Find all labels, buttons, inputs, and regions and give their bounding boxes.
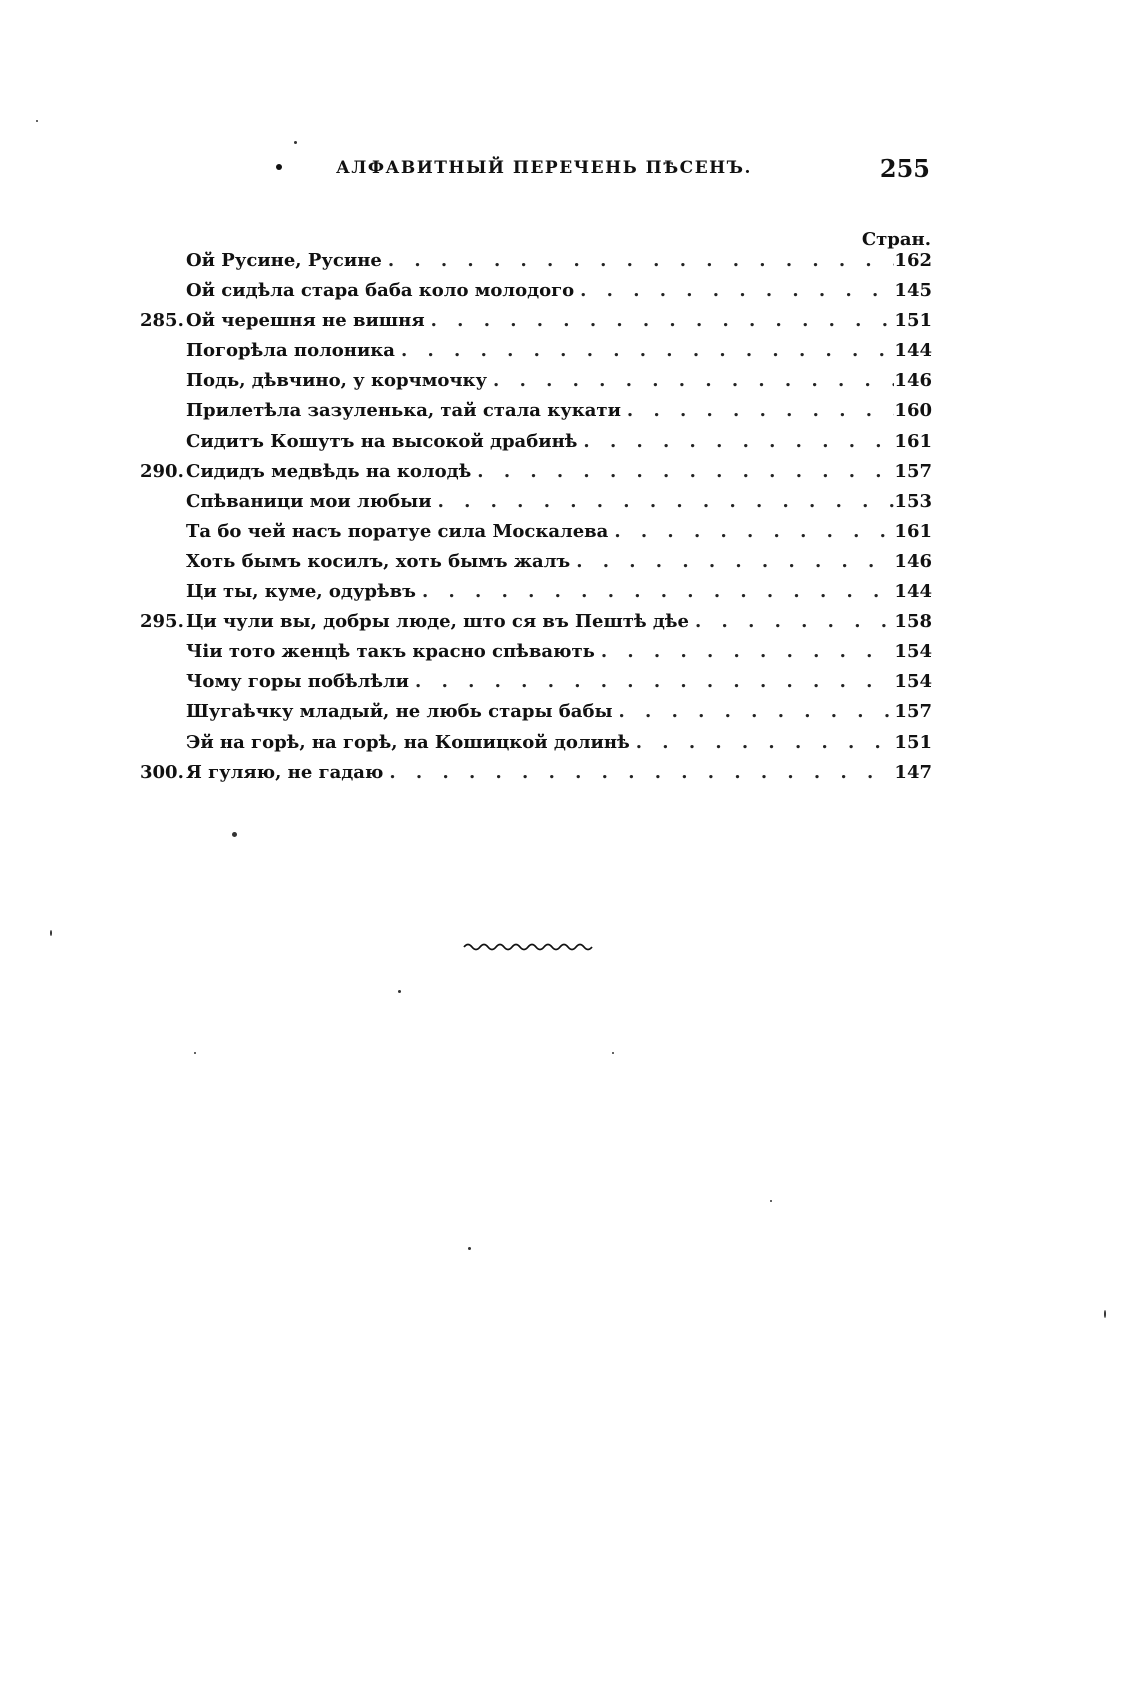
scan-speck [50, 930, 52, 936]
entry-number: 295. [140, 611, 184, 633]
entry-page: 157 [894, 701, 932, 723]
entry-title: Погорѣла полоника [186, 340, 395, 362]
dot-leader [415, 667, 894, 697]
index-entry [140, 427, 932, 457]
index-entry [140, 517, 932, 547]
wavy-rule-ornament [462, 940, 594, 954]
entry-page: 161 [894, 520, 932, 542]
entry-page: 158 [894, 611, 932, 633]
entry-page: 151 [894, 310, 932, 332]
entry-title: Сидитъ Кошутъ на высокой драбинѣ [186, 430, 578, 452]
dot-leader [695, 607, 894, 637]
entry-title: Та бо чей насъ поратуе сила Москалева [186, 520, 609, 542]
scan-speck [468, 1247, 471, 1250]
dot-leader [636, 728, 894, 758]
index-entry [140, 637, 932, 667]
scan-speck [294, 141, 297, 144]
header-bullet [276, 164, 282, 170]
dot-leader [619, 697, 895, 727]
dot-leader [431, 306, 894, 336]
entry-title: Хоть бымъ косилъ, хоть бымъ жалъ [186, 550, 571, 572]
scan-speck [398, 990, 401, 993]
index-entry [140, 366, 932, 396]
entry-page: 154 [894, 641, 932, 663]
entry-page: 161 [894, 430, 932, 452]
index-entry [140, 758, 932, 788]
entry-page: 144 [894, 581, 932, 603]
entry-page: 146 [894, 370, 932, 392]
entry-page: 153 [894, 490, 932, 512]
index-entry [140, 547, 932, 577]
entry-page: 147 [894, 761, 932, 783]
entry-number: 290. [140, 460, 184, 482]
entry-page: 160 [894, 400, 932, 422]
entry-title: Прилетѣла зазуленька, тай стала кукати [186, 400, 621, 422]
index-entry [140, 607, 932, 637]
entry-page: 144 [894, 340, 932, 362]
entry-page: 162 [894, 250, 932, 271]
scan-speck [770, 1200, 772, 1202]
index-entry [140, 728, 932, 758]
entry-page: 145 [894, 280, 932, 302]
index-entry [140, 667, 932, 697]
entry-page: 157 [894, 460, 932, 482]
dot-leader [493, 366, 894, 396]
entry-title: Ой сидѣла стара баба коло молодого [186, 280, 575, 302]
dot-leader [601, 637, 894, 667]
entry-title: Шугаѣчку младый, не любь стары бабы [186, 701, 613, 723]
index-entry [140, 276, 932, 306]
dot-leader [438, 487, 894, 517]
dot-leader [388, 246, 894, 276]
entry-title: Ци ты, куме, одурѣвъ [186, 581, 416, 603]
entry-number: 285. [140, 310, 184, 332]
scan-speck [1104, 1310, 1106, 1318]
index-entry [140, 697, 932, 727]
scan-speck [194, 1052, 196, 1054]
entry-page: 146 [894, 550, 932, 572]
dot-leader [580, 276, 894, 306]
running-header [270, 154, 930, 188]
page-column-label: Стран. [861, 229, 931, 250]
index-entry [140, 246, 932, 276]
index-entry [140, 457, 932, 487]
entry-title: Эй на горѣ, на горѣ, на Кошицкой долинѣ [186, 731, 630, 753]
entry-title: Спѣваници мои любыи [186, 490, 432, 512]
dot-leader [389, 758, 894, 788]
entry-title: Подь, дѣвчино, у корчмочку [186, 370, 488, 392]
entry-title: Ой Русине, Русине [186, 250, 382, 271]
page-number: 255 [879, 154, 930, 183]
dot-leader [576, 547, 894, 577]
dot-leader [422, 577, 894, 607]
entry-title: Ой черешня не вишня [186, 310, 425, 332]
scan-speck [612, 1052, 614, 1054]
entry-page: 154 [894, 671, 932, 693]
entry-title: Чому горы побѣлѣли [186, 671, 410, 693]
dot-leader [477, 457, 894, 487]
song-index-list [140, 246, 932, 788]
dot-leader [627, 396, 894, 426]
index-entry [140, 306, 932, 336]
index-entry [140, 396, 932, 426]
dot-leader [583, 427, 894, 457]
scan-speck [232, 832, 237, 837]
entry-number: 300. [140, 761, 184, 783]
index-entry [140, 487, 932, 517]
entry-title: Чіи тото женцѣ такъ красно спѣвають [186, 641, 595, 663]
index-entry [140, 336, 932, 366]
entry-page: 151 [894, 731, 932, 753]
index-entry [140, 577, 932, 607]
dot-leader [614, 517, 894, 547]
scan-speck [36, 120, 38, 122]
entry-title: Сидидъ медвѣдь на колодѣ [186, 460, 472, 482]
dot-leader [401, 336, 894, 366]
entry-title: Я гуляю, не гадаю [186, 761, 384, 783]
header-title: АЛФАВИТНЫЙ ПЕРЕЧЕНЬ ПѢСЕНЪ. [336, 158, 752, 178]
entry-title: Ци чули вы, добры люде, што ся въ Пештѣ дѣе [186, 611, 689, 633]
